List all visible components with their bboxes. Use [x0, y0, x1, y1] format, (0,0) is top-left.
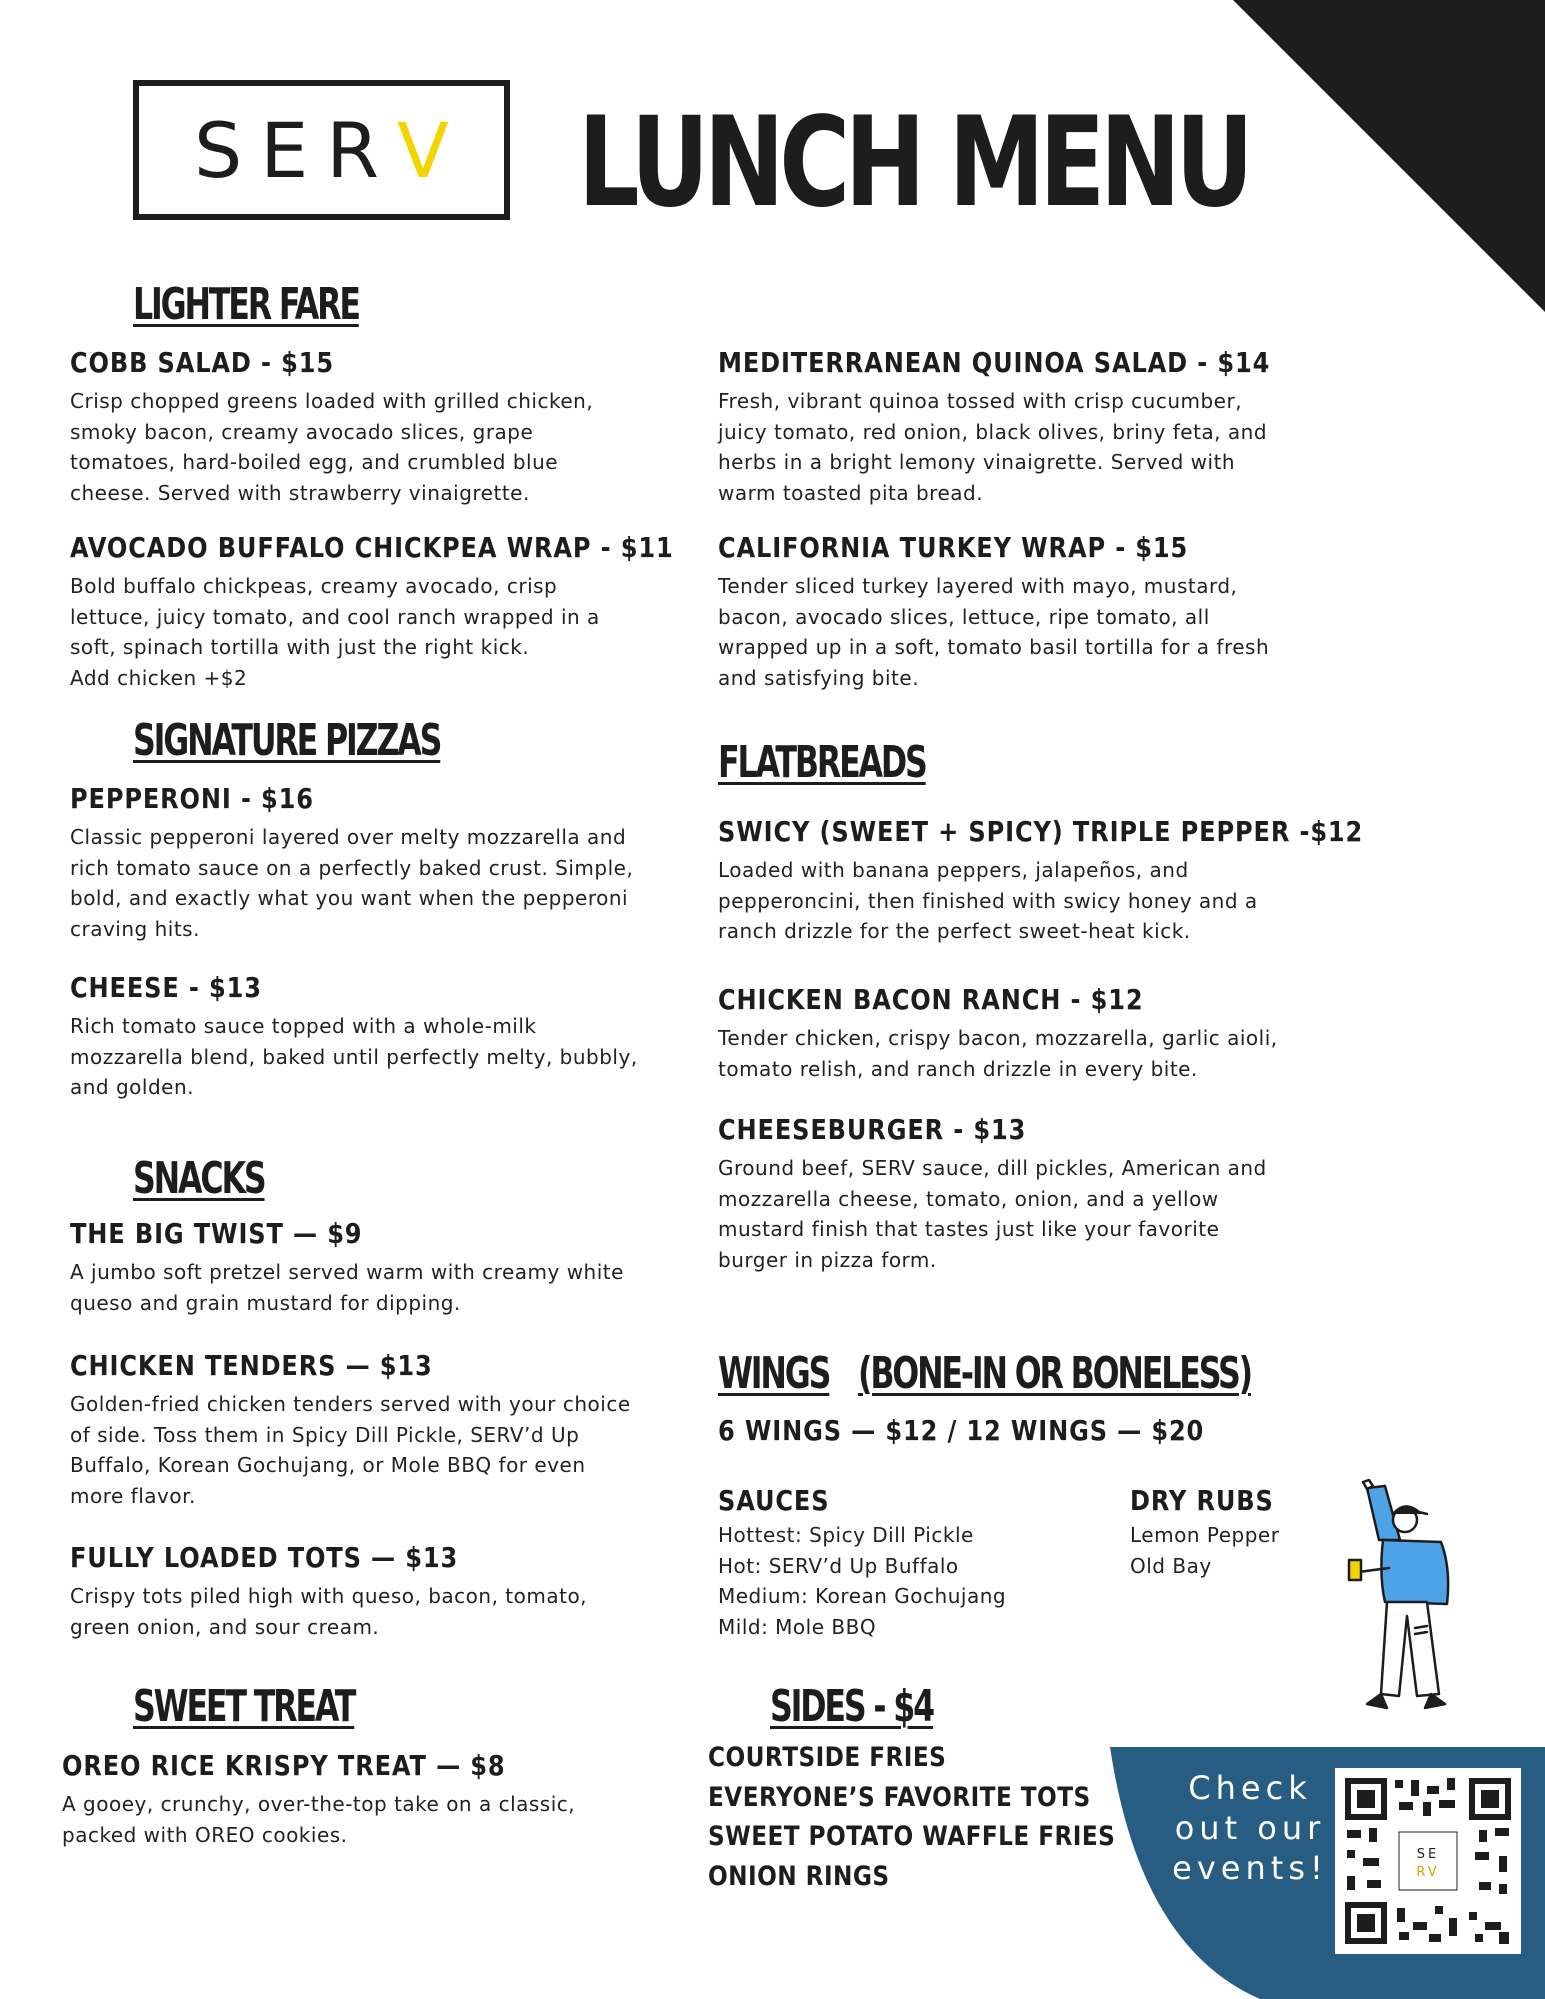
- dry-rubs-heading: DRY RUBS: [1130, 1484, 1274, 1517]
- logo-accent: V: [397, 105, 468, 195]
- item-description: Golden-fried chicken tenders served with your choice of side. Toss them in Spicy Dill Pickle, SERV’d Up Buffalo, Korean Gochujang, or Mole BBQ for even more flavor.: [70, 1392, 631, 1508]
- corner-triangle: [1233, 0, 1545, 312]
- item-description: Rich tomato sauce topped with a whole-milk mozzarella blend, baked until perfectly melty, bubbly, and golden.: [70, 1014, 638, 1099]
- item-description: Tender sliced turkey layered with mayo, mustard, bacon, avocado slices, lettuce, ripe tomato, all wrapped up in a soft, tomato basil tortilla for a fresh and satisfying bite.: [718, 574, 1270, 690]
- item-description: Ground beef, SERV sauce, dill pickles, American and mozzarella cheese, tomato, onion, and a yellow mustard finish that tastes just like your favorite burger in pizza form.: [718, 1156, 1267, 1272]
- item-title: THE BIG TWIST — $9: [70, 1217, 363, 1250]
- section-heading-flatbreads: FLATBREADS: [718, 737, 926, 788]
- item-title: MEDITERRANEAN QUINOA SALAD - $14: [718, 346, 1271, 379]
- item-description: Classic pepperoni layered over melty mozzarella and rich tomato sauce on a perfectly baked crust. Simple, bold, and exactly what you want when the pepperoni craving hits.: [70, 825, 634, 941]
- wings-price: 6 WINGS — $12 / 12 WINGS — $20: [718, 1414, 1205, 1447]
- qr-logo-top: SE: [1416, 1847, 1440, 1862]
- item-title: SWICY (SWEET + SPICY) TRIPLE PEPPER -$12: [718, 815, 1364, 848]
- sauces-list: Hottest: Spicy Dill Pickle Hot: SERV’d Up Buffalo Medium: Korean Gochujang Mild: Mole BBQ: [718, 1523, 1007, 1639]
- item-description: A jumbo soft pretzel served warm with creamy white queso and grain mustard for dipping.: [70, 1260, 624, 1315]
- item-description: A gooey, crunchy, over-the-top take on a classic, packed with OREO cookies.: [62, 1792, 576, 1847]
- events-qr-code[interactable]: [1335, 1768, 1521, 1954]
- item-description: Tender chicken, crispy bacon, mozzarella, garlic aioli, tomato relish, and ranch drizzle in every bite.: [718, 1026, 1278, 1081]
- sauces-heading: SAUCES: [718, 1484, 830, 1517]
- section-heading-sweet-treat: SWEET TREAT: [133, 1681, 355, 1732]
- item-description: Bold buffalo chickpeas, creamy avocado, crisp lettuce, juicy tomato, and cool ranch wrapped in a soft, spinach tortilla with just the right kick. Add chicken +$2: [70, 574, 600, 690]
- qr-logo-bottom: RV: [1416, 1865, 1440, 1880]
- item-description: Crisp chopped greens loaded with grilled chicken, smoky bacon, creamy avocado slices, grape tomatoes, hard-boiled egg, and crumbled blue cheese. Served with strawberry vinaigrette.: [70, 389, 594, 505]
- cheering-person-illustration: [1345, 1478, 1485, 1748]
- section-heading-snacks: SNACKS: [133, 1153, 265, 1204]
- item-description: Crispy tots piled high with queso, bacon, tomato, green onion, and sour cream.: [70, 1584, 588, 1639]
- dry-rubs-list: Lemon Pepper Old Bay: [1130, 1523, 1280, 1578]
- serv-logo: [133, 80, 510, 220]
- item-title: CHEESEBURGER - $13: [718, 1113, 1027, 1146]
- section-heading-wings: WINGS: [718, 1348, 830, 1399]
- item-title: PEPPERONI - $16: [70, 782, 314, 815]
- item-title: COBB SALAD - $15: [70, 346, 334, 379]
- page-title: LUNCH MENU: [578, 91, 1249, 235]
- item-title: OREO RICE KRISPY TREAT — $8: [62, 1749, 506, 1782]
- item-title: FULLY LOADED TOTS — $13: [70, 1541, 459, 1574]
- item-title: CHICKEN TENDERS — $13: [70, 1349, 433, 1382]
- section-heading-sides: SIDES - $4: [770, 1681, 934, 1732]
- section-heading-lighter-fare: LIGHTER FARE: [133, 279, 359, 330]
- item-title: CHEESE - $13: [70, 971, 262, 1004]
- item-description: Loaded with banana peppers, jalapeños, and pepperoncini, then finished with swicy honey and a ranch drizzle for the perfect sweet-heat kick.: [718, 858, 1258, 943]
- item-description: Fresh, vibrant quinoa tossed with crisp cucumber, juicy tomato, red onion, black olives, briny feta, and herbs in a bright lemony vinaigrette. Served with warm toasted pita bread.: [718, 389, 1268, 505]
- item-title: CALIFORNIA TURKEY WRAP - $15: [718, 531, 1189, 564]
- sides-list: COURTSIDE FRIES EVERYONE’S FAVORITE TOTS SWEET POTATO WAFFLE FRIES ONION RINGS: [708, 1742, 1116, 1892]
- item-title: AVOCADO BUFFALO CHICKPEA WRAP - $11: [70, 531, 674, 564]
- events-callout: Check out our events!: [1172, 1769, 1328, 1887]
- wings-heading-note: (BONE-IN OR BONELESS): [858, 1348, 1251, 1399]
- logo-text: SER: [193, 105, 398, 195]
- section-heading-signature-pizzas: SIGNATURE PIZZAS: [133, 715, 441, 766]
- item-title: CHICKEN BACON RANCH - $12: [718, 983, 1144, 1016]
